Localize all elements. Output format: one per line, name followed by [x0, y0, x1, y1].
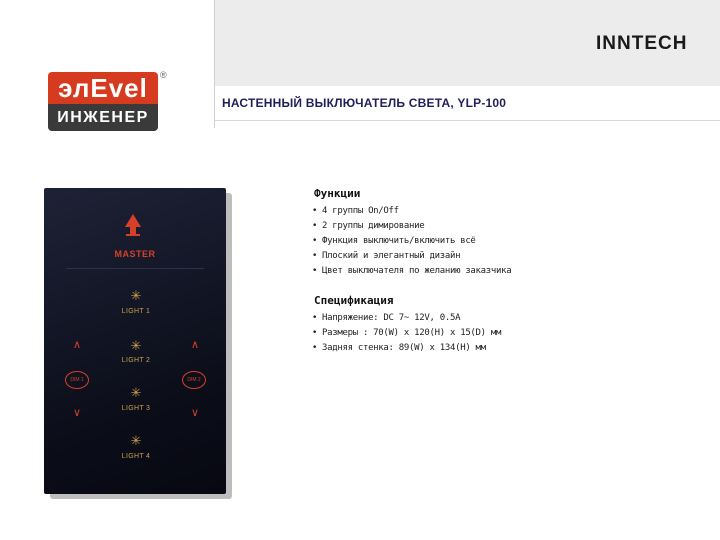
inntech-text: INNTECH: [596, 33, 688, 54]
divider: [214, 0, 215, 128]
list-item: • Размеры : 70(W) x 120(H) x 15(D) мм: [312, 328, 502, 338]
list-item: • Задняя стенка: 89(W) x 134(H) мм: [312, 343, 486, 353]
light-4-label: LIGHT 4: [121, 453, 151, 460]
master-label: MASTER: [114, 249, 156, 259]
list-item: • Цвет выключателя по желанию заказчика: [312, 266, 512, 276]
panel-divider: [66, 268, 204, 269]
light-3-icon: ✳: [130, 385, 142, 400]
specification-list: [312, 311, 501, 356]
light-4-icon: ✳: [130, 433, 142, 448]
dim-2-label: DIM 2: [182, 371, 206, 389]
dim-1-label: DIM 1: [65, 371, 89, 389]
lamp-icon-base: [126, 234, 140, 236]
functions-title: Функции: [314, 187, 361, 200]
elevel-logo: элEvel: [48, 72, 158, 104]
light-1-label: LIGHT 1: [121, 308, 151, 315]
functions-list: [312, 204, 511, 279]
switch-panel-image: [44, 188, 226, 494]
lamp-icon: [125, 214, 141, 227]
light-2-label: LIGHT 2: [121, 357, 151, 364]
inntech-logo: [596, 33, 687, 55]
dim-2-up-icon: ∧: [190, 338, 200, 351]
list-item: • Плоский и элегантный дизайн: [312, 251, 461, 261]
page-title: НАСТЕННЫЙ ВЫКЛЮЧАТЕЛЬ СВЕТА, YLP-100: [222, 96, 507, 110]
registered-mark: ®: [160, 70, 167, 80]
specification-title: Спецификация: [314, 294, 394, 307]
list-item: • Напряжение: DC 7~ 12V, 0.5A: [312, 313, 461, 323]
list-item: • Функция выключить/включить всё: [312, 236, 476, 246]
list-item: • 4 группы On/Off: [312, 206, 399, 216]
lamp-icon-stem: [130, 227, 136, 234]
dim-1-up-icon: ∧: [72, 338, 82, 351]
dim-1-down-icon: ∨: [72, 406, 82, 419]
elevel-logo-subtitle: ИНЖЕНЕР: [48, 104, 158, 131]
dim-2-down-icon: ∨: [190, 406, 200, 419]
light-3-label: LIGHT 3: [121, 405, 151, 412]
list-item: • 2 группы димирование: [312, 221, 425, 231]
light-2-icon: ✳: [130, 338, 142, 353]
light-1-icon: ✳: [130, 288, 142, 303]
